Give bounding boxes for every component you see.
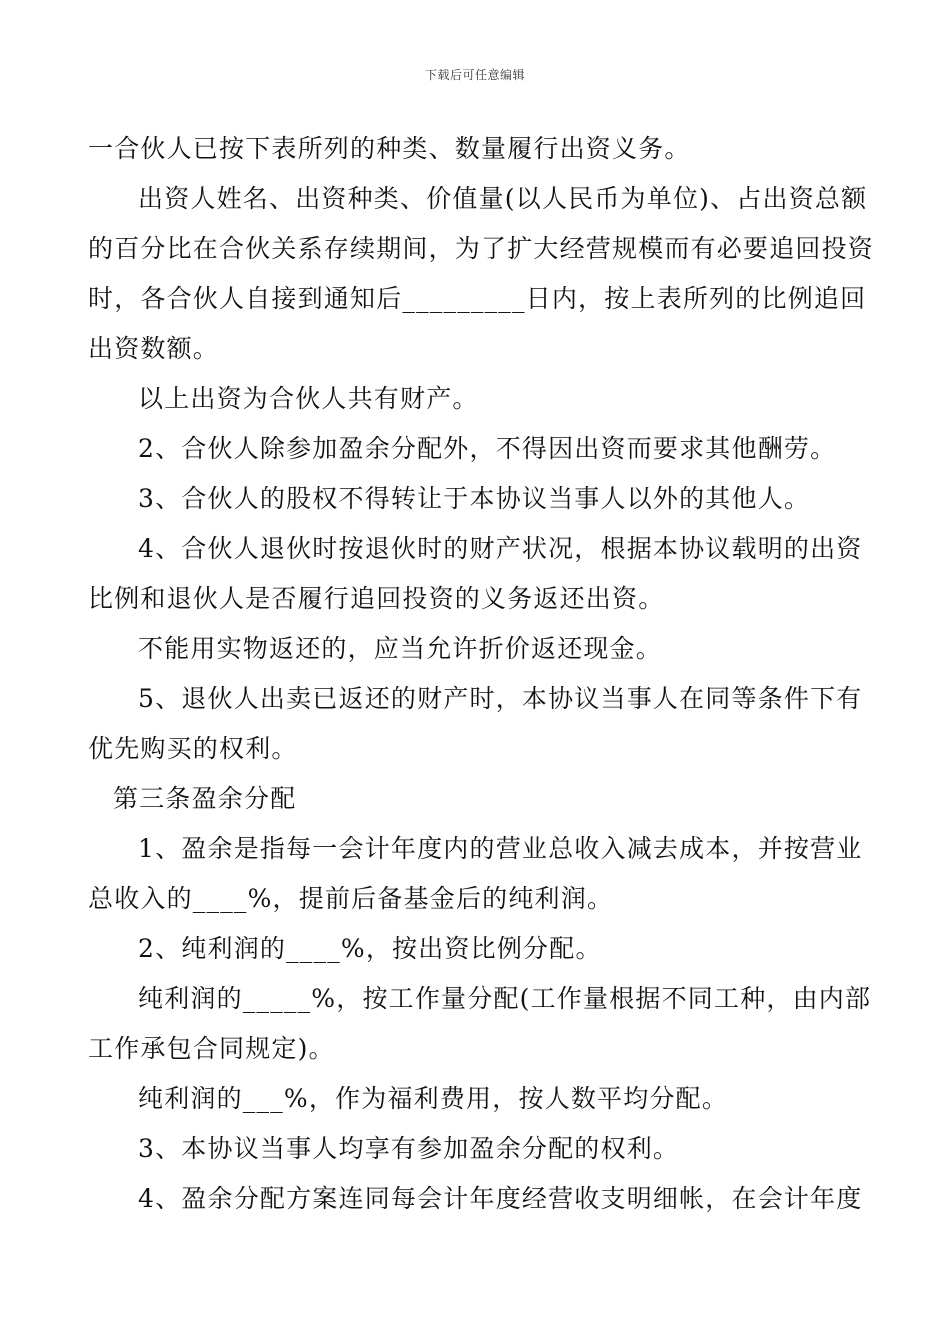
paragraph-line: 出资数额。 [88,334,220,363]
paragraph-line: 3、本协议当事人均享有参加盈余分配的权利。 [138,1134,680,1163]
paragraph-line: 4、合伙人退伙时按退伙时的财产状况，根据本协议载明的出资 [138,534,863,563]
paragraph-line: 2、合伙人除参加盈余分配外，不得因出资而要求其他酬劳。 [138,434,837,463]
paragraph-line: 的百分比在合伙关系存续期间，为了扩大经营规模而有必要追回投资 [88,234,875,263]
document-body [88,124,875,1224]
paragraph-line: 纯利润的___%，作为福利费用，按人数平均分配。 [138,1084,729,1113]
paragraph-line: 纯利润的_____%，按工作量分配(工作量根据不同工种，由内部 [138,984,872,1013]
paragraph-line: 时，各合伙人自接到通知后_________日内，按上表所列的比例追回 [88,284,867,313]
paragraph-line: 比例和退伙人是否履行追回投资的义务返还出资。 [88,584,665,613]
paragraph-line: 以上出资为合伙人共有财产。 [138,384,479,413]
paragraph-line: 不能用实物返还的，应当允许折价返还现金。 [138,634,663,663]
paragraph-line: 总收入的____%，提前后备基金后的纯利润。 [88,884,614,913]
paragraph-line: 1、盈余是指每一会计年度内的营业总收入减去成本，并按营业 [138,834,863,863]
paragraph-line: 2、纯利润的____%，按出资比例分配。 [138,934,602,963]
section-heading: 第三条盈余分配 [113,784,297,813]
paragraph-line: 工作承包合同规定)。 [88,1034,335,1063]
paragraph-line: 优先购买的权利。 [88,734,298,763]
paragraph-line: 4、盈余分配方案连同每会计年度经营收支明细帐，在会计年度 [138,1184,863,1213]
paragraph-line: 5、退伙人出卖已返还的财产时，本协议当事人在同等条件下有 [138,684,863,713]
page-header: 下载后可任意编辑 [424,68,525,82]
paragraph-line: 出资人姓名、出资种类、价值量(以人民币为单位)、占出资总额 [138,184,868,213]
paragraph-line: 一合伙人已按下表所列的种类、数量履行出资义务。 [88,134,691,163]
paragraph-line: 3、合伙人的股权不得转让于本协议当事人以外的其他人。 [138,484,811,513]
